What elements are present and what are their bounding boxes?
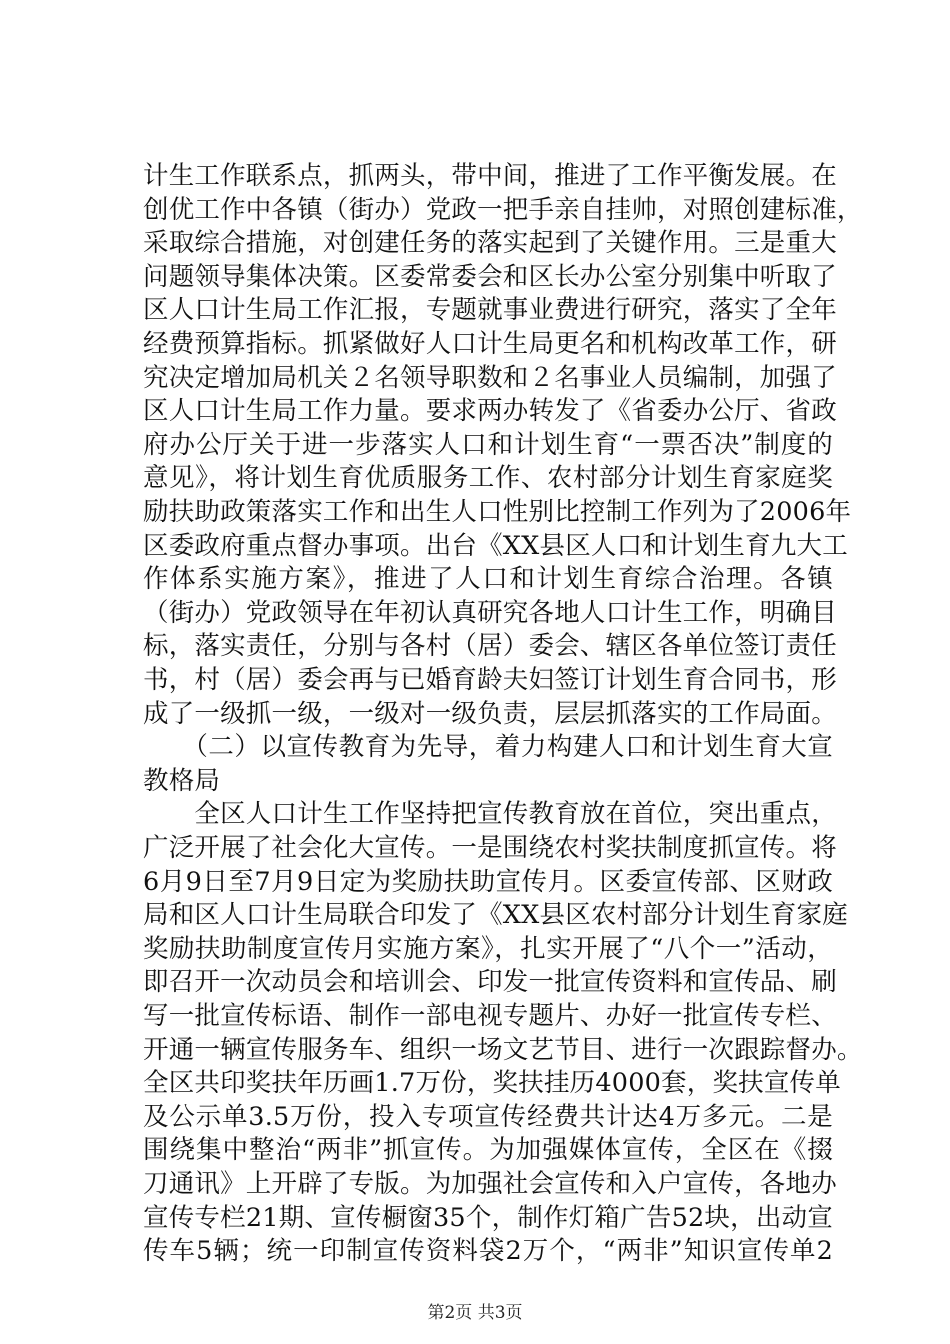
text-line: 全区人口计生工作坚持把宣传教育放在首位，突出重点，	[143, 799, 837, 830]
text-line: 全区共印奖扶年历画1.7万份，奖扶挂历4000套，奖扶宣传单	[143, 1068, 841, 1099]
text-line: 写一批宣传标语、制作一部电视专题片、办好一批宣传专栏、	[143, 1001, 837, 1031]
text-line: 宣传专栏21期、宣传橱窗35个，制作灯箱广告52块，出动宣	[143, 1202, 833, 1233]
text-line: （街办）党政领导在年初认真研究各地人口计生工作，明确目	[143, 597, 837, 628]
text-line: 标，落实责任，分别与各村（居）委会、辖区各单位签订责任	[143, 631, 837, 662]
text-line: 广泛开展了社会化大宣传。一是围绕农村奖扶制度抓宣传。将	[143, 833, 837, 863]
text-line: 教格局	[143, 765, 221, 796]
text-line: 成了一级抓一级，一级对一级负责，层层抓落实的工作局面。	[143, 698, 837, 729]
text-line: 意见》，将计划生育优质服务工作、农村部分计划生育家庭奖	[143, 463, 833, 494]
text-line: 区人口计生局工作力量。要求两办转发了《省委办公厅、省政	[143, 396, 837, 427]
text-line: 励扶助政策落实工作和出生人口性别比控制工作列为了2006年	[143, 497, 852, 527]
text-line: 经费预算指标。抓紧做好人口计生局更名和机构改革工作，研	[143, 329, 837, 359]
text-line: 围绕集中整治“两非”抓宣传。为加强媒体宣传，全区在《掇	[143, 1135, 833, 1166]
text-line: 府办公厅关于进一步落实人口和计划生育“一票否决”制度的	[143, 429, 833, 460]
page-footer: 第2页 共3页	[427, 1303, 523, 1323]
text-line: 计生工作联系点，抓两头，带中间，推进了工作平衡发展。在	[143, 161, 837, 191]
text-line: 区委政府重点督办事项。出台《XX县区人口和计划生育九大工	[143, 530, 848, 561]
text-line: 书，村（居）委会再与已婚育龄夫妇签订计划生育合同书，形	[143, 665, 837, 695]
text-line: （二）以宣传教育为先导，着力构建人口和计划生育大宣	[143, 732, 833, 763]
text-line: 区人口计生局工作汇报，专题就事业费进行研究，落实了全年	[143, 295, 837, 326]
text-line: 究决定增加局机关２名领导职数和２名事业人员编制，加强了	[143, 362, 837, 393]
text-line: 即召开一次动员会和培训会、印发一批宣传资料和宣传品、刷	[143, 967, 837, 998]
text-line: 局和区人口计生局联合印发了《XX县区农村部分计划生育家庭	[143, 900, 848, 931]
text-line: 问题领导集体决策。区委常委会和区长办公室分别集中听取了	[143, 261, 837, 292]
text-line: 奖励扶助制度宣传月实施方案》，扎实开展了“八个一”活动，	[143, 933, 833, 964]
text-line: 刀通讯》上开辟了专版。为加强社会宣传和入户宣传，各地办	[143, 1169, 837, 1199]
text-line: 传车5辆；统一印制宣传资料袋2万个，“两非”知识宣传单2	[143, 1236, 833, 1267]
text-line: 作体系实施方案》，推进了人口和计划生育综合治理。各镇	[143, 564, 833, 595]
text-line: 采取综合措施，对创建任务的落实起到了关键作用。三是重大	[143, 228, 837, 259]
text-line: 开通一辆宣传服务车、组织一场文艺节目、进行一次跟踪督办。	[143, 1034, 863, 1065]
text-line: 6月9日至7月9日定为奖励扶助宣传月。区委宣传部、区财政	[143, 866, 833, 897]
text-line: 及公示单3.5万份，投入专项宣传经费共计达4万多元。二是	[143, 1101, 833, 1132]
text-line: 创优工作中各镇（街办）党政一把手亲自挂帅，对照创建标准，	[143, 194, 863, 225]
